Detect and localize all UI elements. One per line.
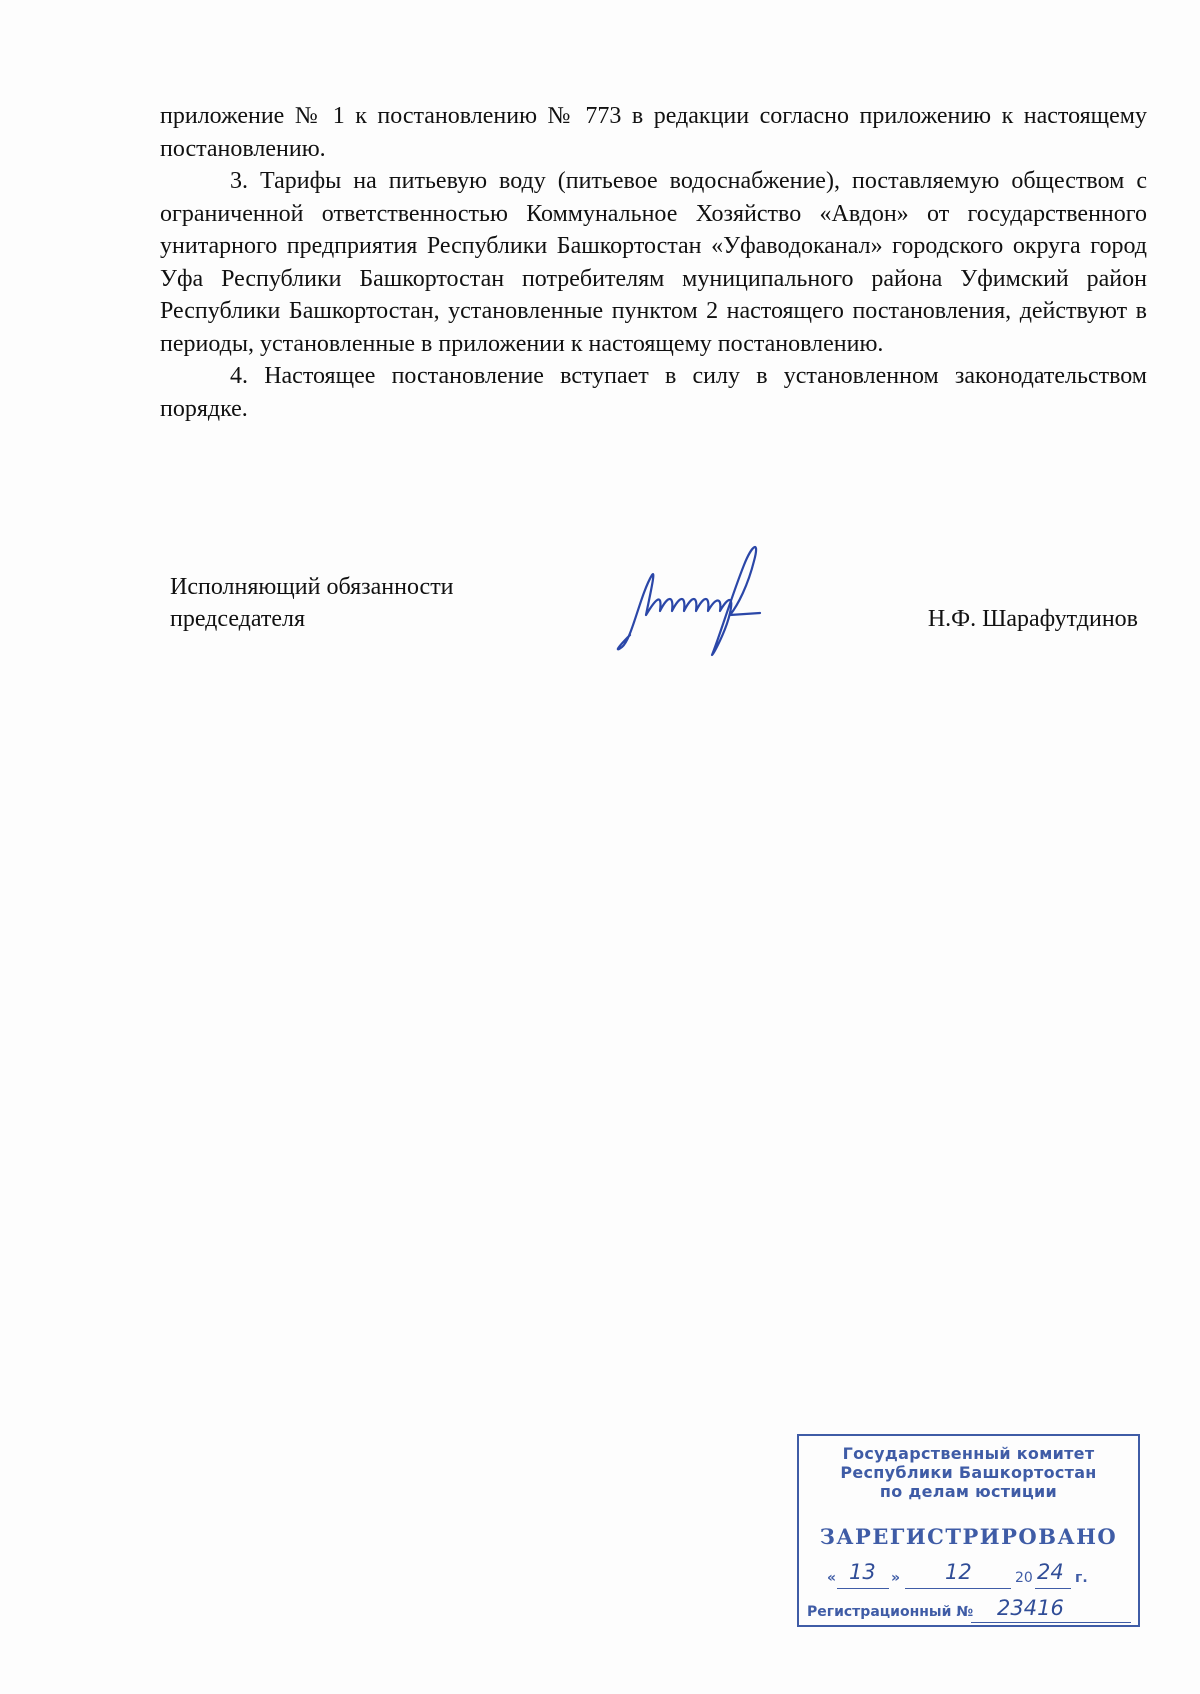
stamp-reg-line — [971, 1622, 1131, 1623]
stamp-quote-close: » — [891, 1570, 901, 1586]
signatory-position — [170, 571, 550, 635]
stamp-month-value: 12 — [945, 1560, 972, 1584]
stamp-year-prefix: 20 — [1015, 1570, 1033, 1586]
stamp-org-line-3: по делам юстиции — [879, 1482, 1058, 1501]
paragraph-item-4: 4. Настоящее постановление вступает в силу в установленном законодательством порядке. — [160, 363, 1147, 422]
document-body — [160, 100, 1147, 425]
paragraph-continuation: приложение № 1 к постановлению № 773 в редакции согласно приложению к настоящему постановлению. — [160, 103, 1147, 162]
signatory-position-line-1: Исполняющий обязанности — [170, 574, 454, 600]
stamp-registration-row — [807, 1596, 1137, 1626]
stamp-year-value: 24 — [1037, 1560, 1064, 1584]
stamp-organization — [799, 1444, 1138, 1501]
signatory-position-line-2: председателя — [170, 606, 306, 632]
stamp-month-line — [905, 1588, 1011, 1589]
paragraph-item-3: 3. Тарифы на питьевую воду (питьевое водоснабжение), поставляемую обществом с ограниченной ответственностью Коммунальное Хозяйство «Авдон» от государственного унитарного предприятия Республики Башкортостан «Уфаводоканал» городского округа город Уфа Республики Башкортостан потребителям муниципального района Уфимский район Республики Башкортостан, установленные пунктом 2 настоящего постановления, действуют в периоды, установленные в приложении к настоящему постановлению. — [160, 168, 1147, 357]
stamp-registered-title: ЗАРЕГИСТРИРОВАНО — [819, 1524, 1118, 1549]
stamp-year-line — [1035, 1588, 1071, 1589]
stamp-org-line-1: Государственный комитет — [842, 1444, 1095, 1463]
stamp-reg-number: 23416 — [997, 1596, 1064, 1620]
signature-block — [170, 565, 1150, 675]
stamp-day-value: 13 — [849, 1560, 876, 1584]
stamp-day-line — [837, 1588, 889, 1589]
stamp-year-unit: г. — [1075, 1570, 1088, 1586]
signatory-name: Н.Ф. Шарафутдинов — [927, 606, 1138, 632]
registration-stamp — [797, 1434, 1140, 1627]
handwritten-signature — [610, 535, 780, 665]
stamp-org-line-2: Республики Башкортостан — [840, 1463, 1097, 1482]
stamp-date-row — [827, 1560, 1127, 1590]
stamp-reg-label: Регистрационный № — [807, 1604, 974, 1620]
stamp-quote-open: « — [827, 1570, 837, 1586]
